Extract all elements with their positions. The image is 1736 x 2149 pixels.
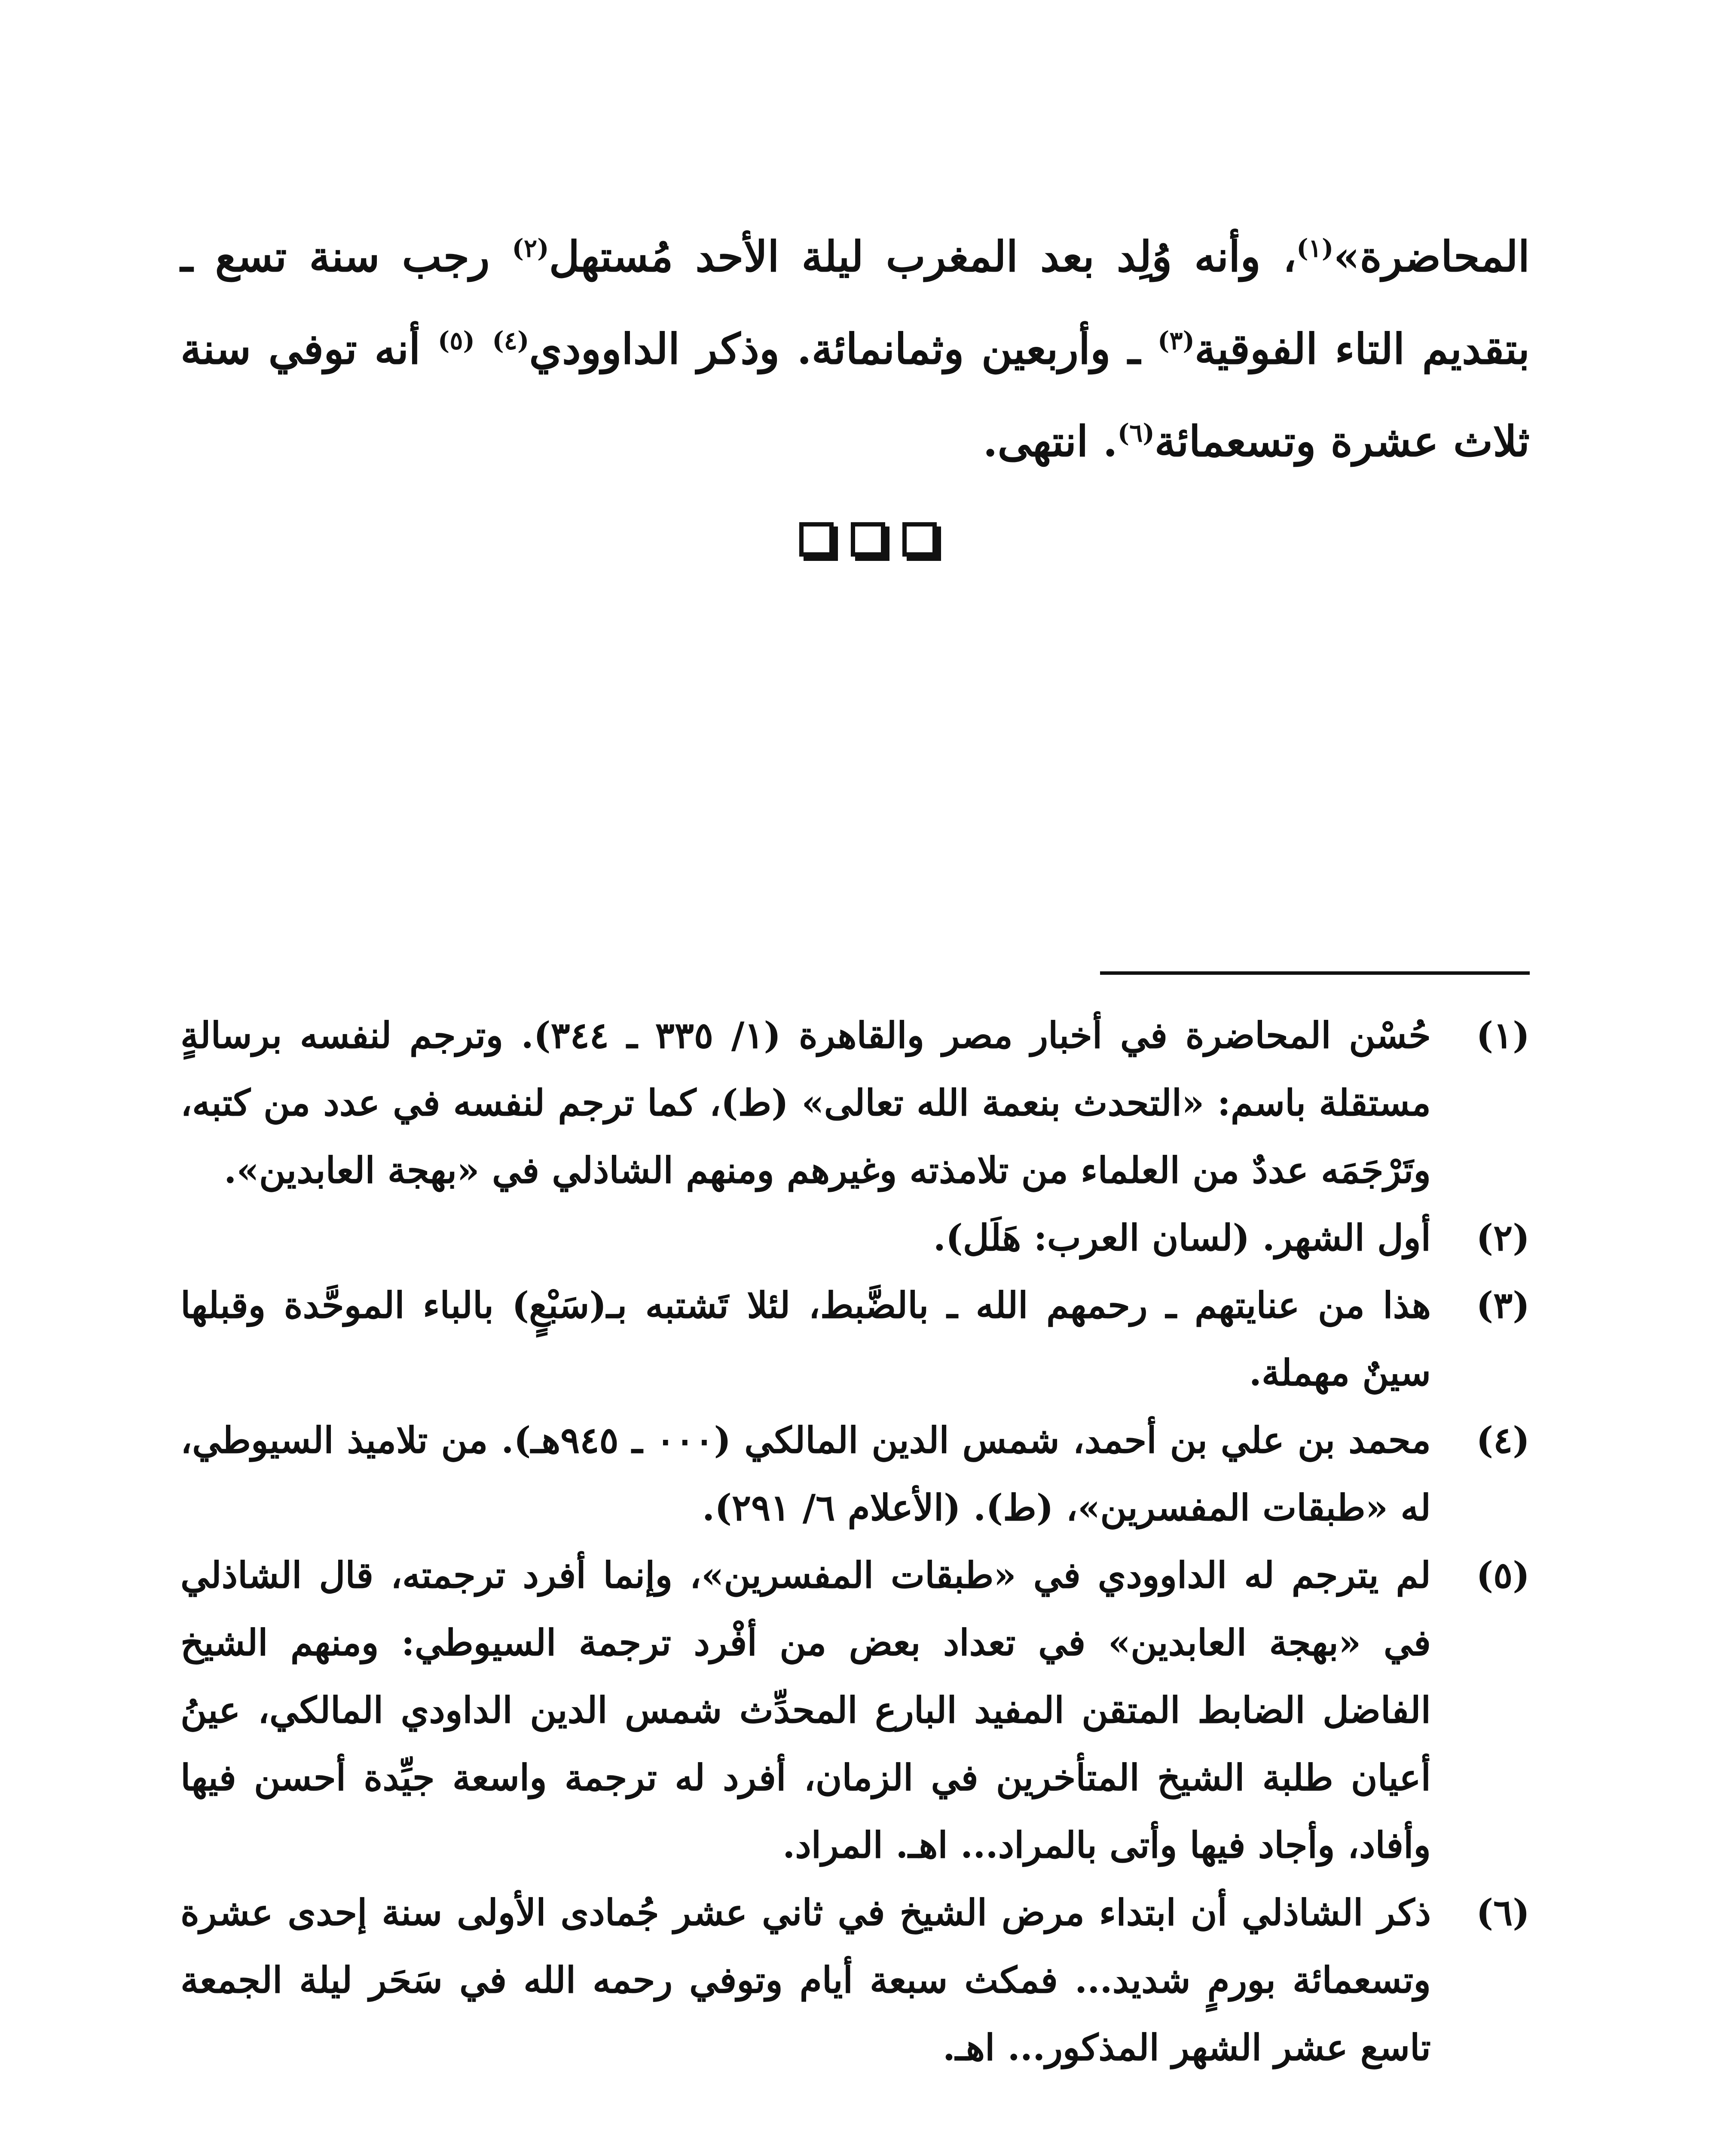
footnote-6 bbox=[180, 1879, 1530, 2081]
ornament-box-icon bbox=[851, 522, 885, 557]
main-paragraph bbox=[180, 211, 1530, 488]
footnote-number: (٤) bbox=[1476, 1419, 1530, 1461]
text-segment: ـ وأربعين وثمانمائة. وذكر الداوودي bbox=[529, 324, 1158, 374]
ornament-box-icon bbox=[799, 522, 834, 557]
footnote-number: (٦) bbox=[1476, 1891, 1530, 1934]
footnote-ref-5[interactable]: (٥) bbox=[437, 326, 475, 355]
text-segment: رجب سنة تسع ـ بتقديم التاء الفوقية bbox=[180, 232, 1530, 374]
text-segment: أنه توفي سنة ثلاث عشرة وتسعمائة bbox=[180, 324, 1530, 466]
main-text-block bbox=[180, 211, 1530, 488]
footnote-ref-4[interactable]: (٤) bbox=[492, 326, 529, 355]
footnote-5 bbox=[180, 1541, 1530, 1879]
footnote-ref-2[interactable]: (٢) bbox=[512, 233, 549, 263]
footnote-text: لم يترجم له الداوودي في «طبقات المفسرين»، وإنما أفرد ترجمته، قال الشاذلي في «بهجة العابدين» في تعداد بعض من أفْرد ترجمة السيوطي: ومنهم الشيخ الفاضل الضابط المتقن المفيد البارع المحدِّث شمس الدين الداودي المالكي، عينُ أعيان طلبة الشيخ المتأخرين في الزمان، أفرد له ترجمة واسعة جيِّدة أحسن فيها وأفاد، وأجاد فيها وأتى بالمراد... اهـ. المراد. bbox=[180, 1554, 1431, 1866]
footnote-text: محمد بن علي بن أحمد، شمس الدين المالكي (٠٠٠ ـ ٩٤٥هـ). من تلاميذ السيوطي، له «طبقات المفسرين»، (ط). (الأعلام ٦/ ٢٩١). bbox=[180, 1419, 1431, 1529]
footnote-2 bbox=[180, 1204, 1530, 1271]
footnote-text: حُسْن المحاضرة في أخبار مصر والقاهرة (١/ ٣٣٥ ـ ٣٤٤). وترجم لنفسه برسالةٍ مستقلة باسم: «التحدث بنعمة الله تعالى» (ط)، كما ترجم لنفسه في عدد من كتبه، وتَرْجَمَه عددٌ من العلماء من تلامذته وغيرهم ومنهم الشاذلي في «بهجة العابدين». bbox=[180, 1014, 1431, 1191]
footnotes-section bbox=[180, 1001, 1530, 2081]
footnote-number: (١) bbox=[1476, 1014, 1530, 1056]
footnote-ref-6[interactable]: (٦) bbox=[1117, 418, 1155, 448]
footnote-text: هذا من عنايتهم ـ رحمهم الله ـ بالضَّبط، لئلا تَشتبه بـ(سَبْعٍ) بالباء الموحَّدة وقبلها سينٌ مهملة. bbox=[180, 1284, 1431, 1394]
text-segment: . انتهى. bbox=[983, 417, 1118, 466]
footnote-ref-3[interactable]: (٣) bbox=[1157, 326, 1195, 355]
footnote-ref-1[interactable]: (١) bbox=[1296, 233, 1334, 263]
footnote-1 bbox=[180, 1001, 1530, 1204]
footnote-text: أول الشهر. (لسان العرب: هَلَل). bbox=[933, 1216, 1431, 1259]
footnote-4 bbox=[180, 1406, 1530, 1541]
footnote-3 bbox=[180, 1271, 1530, 1406]
section-ornament bbox=[0, 522, 1736, 557]
footnote-divider bbox=[1100, 971, 1530, 975]
ornament-box-icon bbox=[902, 522, 937, 557]
footnote-number: (٥) bbox=[1476, 1554, 1530, 1596]
footnote-text: ذكر الشاذلي أن ابتداء مرض الشيخ في ثاني عشر جُمادى الأولى سنة إحدى عشرة وتسعمائة بورمٍ شديد... فمكث سبعة أيام وتوفي رحمه الله في سَحَر ليلة الجمعة تاسع عشر الشهر المذكور... اهـ. bbox=[180, 1891, 1431, 2069]
text-segment: ، وأنه وُلِد بعد المغرب ليلة الأحد مُستهل bbox=[549, 232, 1297, 282]
text-segment bbox=[475, 324, 492, 374]
text-segment: المحاضرة» bbox=[1333, 232, 1530, 282]
footnote-number: (٣) bbox=[1476, 1284, 1530, 1326]
footnote-number: (٢) bbox=[1476, 1216, 1530, 1259]
